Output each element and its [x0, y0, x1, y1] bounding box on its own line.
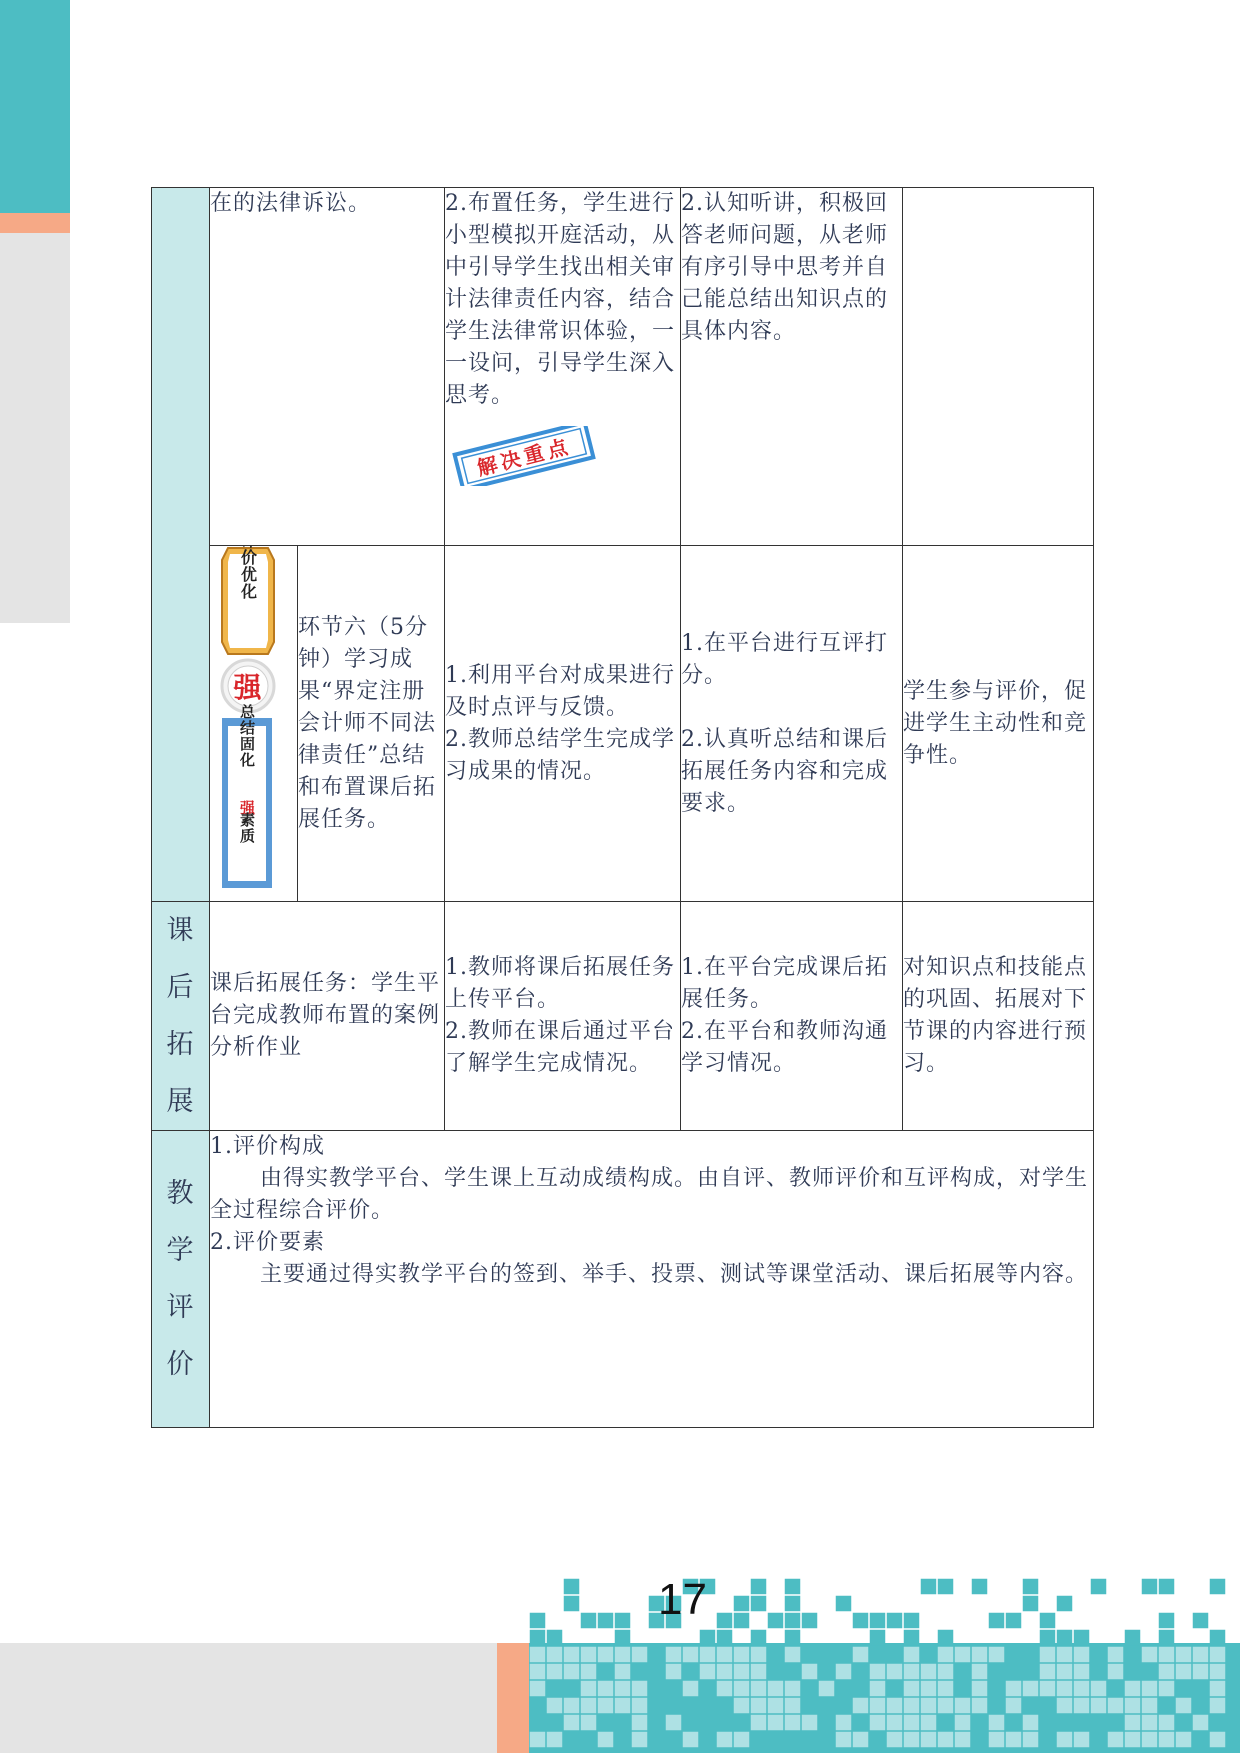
- mosaic-tile: [734, 1698, 750, 1714]
- mosaic-tile: [530, 1613, 546, 1629]
- mosaic-tile: [887, 1715, 903, 1731]
- mosaic-tile: [1074, 1630, 1090, 1646]
- lesson-plan-table: [151, 187, 1094, 1428]
- mosaic-tile: [530, 1647, 546, 1663]
- mosaic-tile: [1006, 1681, 1022, 1697]
- mosaic-tile: [1210, 1681, 1226, 1697]
- mosaic-tile: [734, 1664, 750, 1680]
- mosaic-tile: [547, 1732, 563, 1748]
- mosaic-tile: [700, 1647, 716, 1663]
- mosaic-tile: [887, 1613, 903, 1629]
- mosaic-tile: [717, 1630, 733, 1646]
- mosaic-tile: [904, 1630, 920, 1646]
- mosaic-tile: [666, 1664, 682, 1680]
- student-activity-cell: 1.在平台完成课后拓展任务。 2.在平台和教师沟通学习情况。: [681, 902, 903, 1131]
- student-activity-text-1: 1.在平台进行互评打分。: [681, 630, 889, 688]
- mosaic-tile: [1210, 1579, 1226, 1595]
- mosaic-tile: [1159, 1715, 1175, 1731]
- stamp-text: 解决重点: [474, 433, 574, 481]
- mosaic-tile: [598, 1698, 614, 1714]
- mosaic-tile: [1108, 1647, 1124, 1663]
- mosaic-tile: [598, 1681, 614, 1697]
- mosaic-tile: [1057, 1630, 1073, 1646]
- mosaic-tile: [870, 1715, 886, 1731]
- mosaic-tile: [581, 1698, 597, 1714]
- mosaic-tile: [1142, 1698, 1158, 1714]
- mosaic-tile: [1142, 1579, 1158, 1595]
- mosaic-tile: [615, 1698, 631, 1714]
- mosaic-tile: [751, 1630, 767, 1646]
- extension-label-cell: [152, 902, 210, 1131]
- extension-label-2: 后: [166, 972, 195, 1003]
- mosaic-tile: [972, 1681, 988, 1697]
- mosaic-tile: [1142, 1715, 1158, 1731]
- mosaic-tile: [1074, 1698, 1090, 1714]
- mosaic-tile: [1023, 1715, 1039, 1731]
- badge-top-text: 评价优化: [238, 546, 258, 600]
- mosaic-tile: [1057, 1596, 1073, 1612]
- mosaic-tile: [1057, 1698, 1073, 1714]
- evaluation-label-2: 学: [166, 1235, 195, 1266]
- mosaic-tile: [853, 1698, 869, 1714]
- mosaic-tile: [1057, 1647, 1073, 1663]
- mosaic-tile: [632, 1732, 648, 1748]
- mosaic-tile: [1125, 1698, 1141, 1714]
- mosaic-tile: [921, 1698, 937, 1714]
- mosaic-tile: [1176, 1698, 1192, 1714]
- mosaic-tile: [836, 1732, 852, 1748]
- stage-label-cell: [152, 188, 210, 902]
- mosaic-tile: [785, 1647, 801, 1663]
- mosaic-tile: [870, 1664, 886, 1680]
- mosaic-tile: [887, 1664, 903, 1680]
- mosaic-tile: [1006, 1732, 1022, 1748]
- mosaic-tile: [1210, 1664, 1226, 1680]
- teacher-activity-cell: 1.教师将课后拓展任务上传平台。 2.教师在课后通过平台了解学生完成情况。: [445, 902, 681, 1131]
- mosaic-tile: [768, 1681, 784, 1697]
- mosaic-tile: [972, 1647, 988, 1663]
- mosaic-tile: [802, 1715, 818, 1731]
- mosaic-tile: [751, 1715, 767, 1731]
- mosaic-tile: [581, 1613, 597, 1629]
- teacher-activity-cell: [445, 188, 681, 546]
- mosaic-tile: [751, 1579, 767, 1595]
- badge-bottom-text: 总结固化: [238, 704, 256, 768]
- mosaic-tile: [870, 1613, 886, 1629]
- mosaic-tile: [1210, 1647, 1226, 1663]
- footer-gray-band: [0, 1643, 500, 1753]
- mosaic-tile: [1074, 1732, 1090, 1748]
- side-gray-bar: [0, 233, 70, 623]
- mosaic-tile: [581, 1715, 597, 1731]
- mosaic-tile: [1159, 1681, 1175, 1697]
- mosaic-tile: [530, 1681, 546, 1697]
- mosaic-tile: [1023, 1732, 1039, 1748]
- mosaic-tile: [632, 1647, 648, 1663]
- mosaic-tile: [666, 1715, 682, 1731]
- mosaic-tile: [1125, 1715, 1141, 1731]
- mosaic-tile: [887, 1698, 903, 1714]
- mosaic-tile: [1091, 1681, 1107, 1697]
- mosaic-tile: [615, 1647, 631, 1663]
- mosaic-tile: [887, 1732, 903, 1748]
- mosaic-tile: [989, 1732, 1005, 1748]
- mosaic-tile: [666, 1647, 682, 1663]
- mosaic-tile: [734, 1596, 750, 1612]
- evaluation-paragraph-1: 由得实教学平台、学生课上互动成绩构成。由自评、教师评价和互评构成，对学生全过程综合评价。: [210, 1166, 1089, 1223]
- mosaic-tile: [615, 1664, 631, 1680]
- mosaic-tile: [1023, 1681, 1039, 1697]
- mosaic-tile: [768, 1715, 784, 1731]
- mosaic-tile: [785, 1715, 801, 1731]
- extension-label-3: 拓: [166, 1029, 195, 1060]
- mosaic-tile: [1023, 1579, 1039, 1595]
- mosaic-tile: [598, 1732, 614, 1748]
- mosaic-tile: [785, 1630, 801, 1646]
- mosaic-tile: [1159, 1579, 1175, 1595]
- mosaic-tile: [836, 1664, 852, 1680]
- mosaic-tile: [1040, 1647, 1056, 1663]
- mosaic-tile: [802, 1664, 818, 1680]
- mosaic-tile: [1210, 1630, 1226, 1646]
- mosaic-tile: [904, 1647, 920, 1663]
- mosaic-tile: [547, 1664, 563, 1680]
- mosaic-tile: [615, 1681, 631, 1697]
- extension-label-4: 展: [166, 1086, 195, 1117]
- student-activity-text-2: 2.认真听总结和课后拓展任务内容和完成要求。: [681, 726, 889, 816]
- mosaic-tile: [632, 1681, 648, 1697]
- mosaic-tile: [751, 1664, 767, 1680]
- mosaic-tile: [615, 1613, 631, 1629]
- mosaic-tile: [1057, 1681, 1073, 1697]
- teacher-activity-cell: 1.利用平台对成果进行及时点评与反馈。 2.教师总结学生完成学习成果的情况。: [445, 546, 681, 902]
- mosaic-tile: [853, 1613, 869, 1629]
- mosaic-tile: [598, 1613, 614, 1629]
- mosaic-tile: [1159, 1732, 1175, 1748]
- content-cell: 环节六（5分钟）学习成果“界定注册会计师不同法律责任”总结和布置课后拓展任务。: [298, 546, 445, 902]
- badge-middle-text: 强: [233, 671, 263, 704]
- mosaic-tile: [564, 1664, 580, 1680]
- mosaic-tile: [785, 1613, 801, 1629]
- purpose-cell: [903, 188, 1094, 546]
- mosaic-tile: [819, 1681, 835, 1697]
- mosaic-tile: [921, 1732, 937, 1748]
- mosaic-tile: [717, 1732, 733, 1748]
- mosaic-tile: [564, 1647, 580, 1663]
- mosaic-tile: [1006, 1698, 1022, 1714]
- mosaic-tile: [972, 1664, 988, 1680]
- mosaic-tile: [751, 1647, 767, 1663]
- mosaic-tile: [1040, 1630, 1056, 1646]
- table-row-extension: [152, 902, 1094, 1131]
- mosaic-tile: [904, 1681, 920, 1697]
- mosaic-tile: [972, 1698, 988, 1714]
- mosaic-tile: [938, 1647, 954, 1663]
- mosaic-tile: [530, 1630, 546, 1646]
- mosaic-tile: [751, 1681, 767, 1697]
- mosaic-tile: [1006, 1613, 1022, 1629]
- mosaic-tile: [989, 1715, 1005, 1731]
- extension-label-1: 课: [166, 915, 195, 946]
- mosaic-tile: [598, 1647, 614, 1663]
- mosaic-tile: [1108, 1698, 1124, 1714]
- mosaic-tile: [1176, 1647, 1192, 1663]
- footer-mosaic-pattern: [529, 1578, 1240, 1753]
- mosaic-tile: [938, 1732, 954, 1748]
- mosaic-tile: [530, 1664, 546, 1680]
- side-teal-bar: [0, 0, 70, 213]
- evaluation-label-3: 评: [166, 1292, 195, 1323]
- mosaic-tile: [955, 1732, 971, 1748]
- evaluation-heading-1: 1.评价构成: [210, 1134, 325, 1159]
- evaluation-label-1: 教: [166, 1178, 195, 1209]
- mosaic-tile: [1210, 1732, 1226, 1748]
- mosaic-tile: [836, 1715, 852, 1731]
- mosaic-tile: [547, 1698, 563, 1714]
- mosaic-tile: [904, 1732, 920, 1748]
- key-point-stamp: [449, 426, 599, 486]
- student-activity-cell: [681, 546, 903, 902]
- mosaic-tile: [1176, 1732, 1192, 1748]
- evaluation-content-cell: [210, 1131, 1094, 1428]
- mosaic-tile: [938, 1698, 954, 1714]
- mosaic-tile: [785, 1681, 801, 1697]
- mosaic-tile: [717, 1681, 733, 1697]
- footer-orange-band: [497, 1643, 529, 1753]
- mosaic-tile: [717, 1647, 733, 1663]
- mosaic-tile: [717, 1664, 733, 1680]
- mosaic-tile: [955, 1647, 971, 1663]
- mosaic-tile: [734, 1732, 750, 1748]
- purpose-cell: 学生参与评价，促进学生主动性和竞争性。: [903, 546, 1094, 902]
- mosaic-tile: [734, 1613, 750, 1629]
- mosaic-tile: [836, 1596, 852, 1612]
- mosaic-tile: [734, 1681, 750, 1697]
- mosaic-tile: [1040, 1664, 1056, 1680]
- mosaic-tile: [683, 1647, 699, 1663]
- mosaic-tile: [1108, 1664, 1124, 1680]
- page-number: 17: [658, 1575, 707, 1624]
- mosaic-tile: [768, 1698, 784, 1714]
- mosaic-tile: [955, 1715, 971, 1731]
- mosaic-tile: [1074, 1664, 1090, 1680]
- mosaic-tile: [1057, 1664, 1073, 1680]
- evaluation-label-cell: [152, 1131, 210, 1428]
- mosaic-tile: [1142, 1732, 1158, 1748]
- content-cell: 在的法律诉讼。: [210, 188, 445, 546]
- mosaic-tile: [938, 1630, 954, 1646]
- mosaic-tile: [700, 1630, 716, 1646]
- mosaic-tile: [870, 1698, 886, 1714]
- mosaic-tile: [904, 1698, 920, 1714]
- mosaic-tile: [1142, 1681, 1158, 1697]
- purpose-cell: 对知识点和技能点的巩固、拓展对下节课的内容进行预习。: [903, 902, 1094, 1131]
- mosaic-tile: [1159, 1613, 1175, 1629]
- mosaic-tile: [921, 1579, 937, 1595]
- mosaic-tile: [564, 1715, 580, 1731]
- mosaic-tile: [904, 1613, 920, 1629]
- mosaic-tile: [547, 1630, 563, 1646]
- table-row-stage6: [152, 546, 1094, 902]
- mosaic-tile: [1023, 1596, 1039, 1612]
- mosaic-tile: [1125, 1732, 1141, 1748]
- mosaic-tile: [1210, 1698, 1226, 1714]
- mosaic-tile: [1125, 1681, 1141, 1697]
- mosaic-tile: [1159, 1647, 1175, 1663]
- mosaic-tile: [904, 1715, 920, 1731]
- table-row-evaluation: [152, 1131, 1094, 1428]
- mosaic-tile: [1176, 1664, 1192, 1680]
- mosaic-tile: [989, 1647, 1005, 1663]
- student-activity-cell: 2.认知听讲，积极回答老师问题，从老师有序引导中思考并自己能总结出知识点的具体内容。: [681, 188, 903, 546]
- mosaic-tile: [785, 1596, 801, 1612]
- mosaic-tile: [615, 1630, 631, 1646]
- mosaic-tile: [1159, 1664, 1175, 1680]
- mosaic-tile: [1091, 1698, 1107, 1714]
- mosaic-tile: [1142, 1647, 1158, 1663]
- mosaic-tile: [1091, 1579, 1107, 1595]
- content-cell: 课后拓展任务：学生平台完成教师布置的案例分析作业: [210, 902, 445, 1131]
- mosaic-tile: [870, 1681, 886, 1697]
- badge-bottom-highlight: 强: [238, 800, 256, 816]
- mosaic-tile: [564, 1596, 580, 1612]
- mosaic-tile: [1193, 1647, 1209, 1663]
- mosaic-tile: [938, 1579, 954, 1595]
- mosaic-tile: [1057, 1732, 1073, 1748]
- mosaic-tile: [700, 1664, 716, 1680]
- mosaic-tile: [683, 1681, 699, 1697]
- mosaic-tile: [938, 1681, 954, 1697]
- mosaic-tile: [1108, 1732, 1124, 1748]
- mosaic-tile: [564, 1579, 580, 1595]
- evaluation-label-4: 价: [166, 1349, 195, 1380]
- mosaic-tile: [1040, 1613, 1056, 1629]
- mosaic-tile: [547, 1647, 563, 1663]
- mosaic-tile: [1193, 1664, 1209, 1680]
- mosaic-tile: [768, 1613, 784, 1629]
- mosaic-tile: [904, 1664, 920, 1680]
- evaluation-heading-2: 2.评价要素: [210, 1230, 325, 1255]
- mosaic-tile: [955, 1698, 971, 1714]
- mosaic-tile: [751, 1698, 767, 1714]
- stage-badge-cell: [210, 546, 298, 902]
- mosaic-tile: [853, 1732, 869, 1748]
- mosaic-tile: [1074, 1681, 1090, 1697]
- mosaic-tile: [785, 1579, 801, 1595]
- mosaic-tile: [921, 1715, 937, 1731]
- side-orange-bar: [0, 213, 70, 233]
- mosaic-tile: [734, 1647, 750, 1663]
- evaluation-paragraph-2: 主要通过得实教学平台的签到、举手、投票、测试等课堂活动、课后拓展等内容。: [260, 1262, 1089, 1287]
- mosaic-tile: [564, 1698, 580, 1714]
- table-row-continued: [152, 188, 1094, 546]
- stage-badge: [210, 546, 298, 891]
- mosaic-tile: [1193, 1613, 1209, 1629]
- mosaic-tile: [530, 1732, 546, 1748]
- mosaic-tile: [921, 1664, 937, 1680]
- mosaic-tile: [802, 1613, 818, 1629]
- mosaic-tile: [972, 1579, 988, 1595]
- mosaic-tile: [785, 1698, 801, 1714]
- mosaic-tile: [938, 1664, 954, 1680]
- mosaic-tile: [1125, 1630, 1141, 1646]
- mosaic-tile: [921, 1681, 937, 1697]
- mosaic-tile: [632, 1698, 648, 1714]
- teacher-activity-text: 2.布置任务，学生进行小型模拟开庭活动，从中引导学生找出相关审计法律责任内容，结合学生法律常识体验，一一设问，引导学生深入思考。: [445, 191, 676, 408]
- badge-bottom-text-end: 素质: [238, 812, 256, 844]
- mosaic-tile: [683, 1732, 699, 1748]
- mosaic-tile: [581, 1681, 597, 1697]
- mosaic-tile: [870, 1630, 886, 1646]
- mosaic-tile: [751, 1596, 767, 1612]
- mosaic-tile: [632, 1715, 648, 1731]
- mosaic-tile: [1074, 1647, 1090, 1663]
- mosaic-tile: [581, 1664, 597, 1680]
- mosaic-tile: [1159, 1630, 1175, 1646]
- mosaic-tile: [853, 1647, 869, 1663]
- mosaic-tile: [581, 1647, 597, 1663]
- mosaic-tile: [989, 1613, 1005, 1629]
- mosaic-tile: [1193, 1715, 1209, 1731]
- mosaic-tile: [1040, 1681, 1056, 1697]
